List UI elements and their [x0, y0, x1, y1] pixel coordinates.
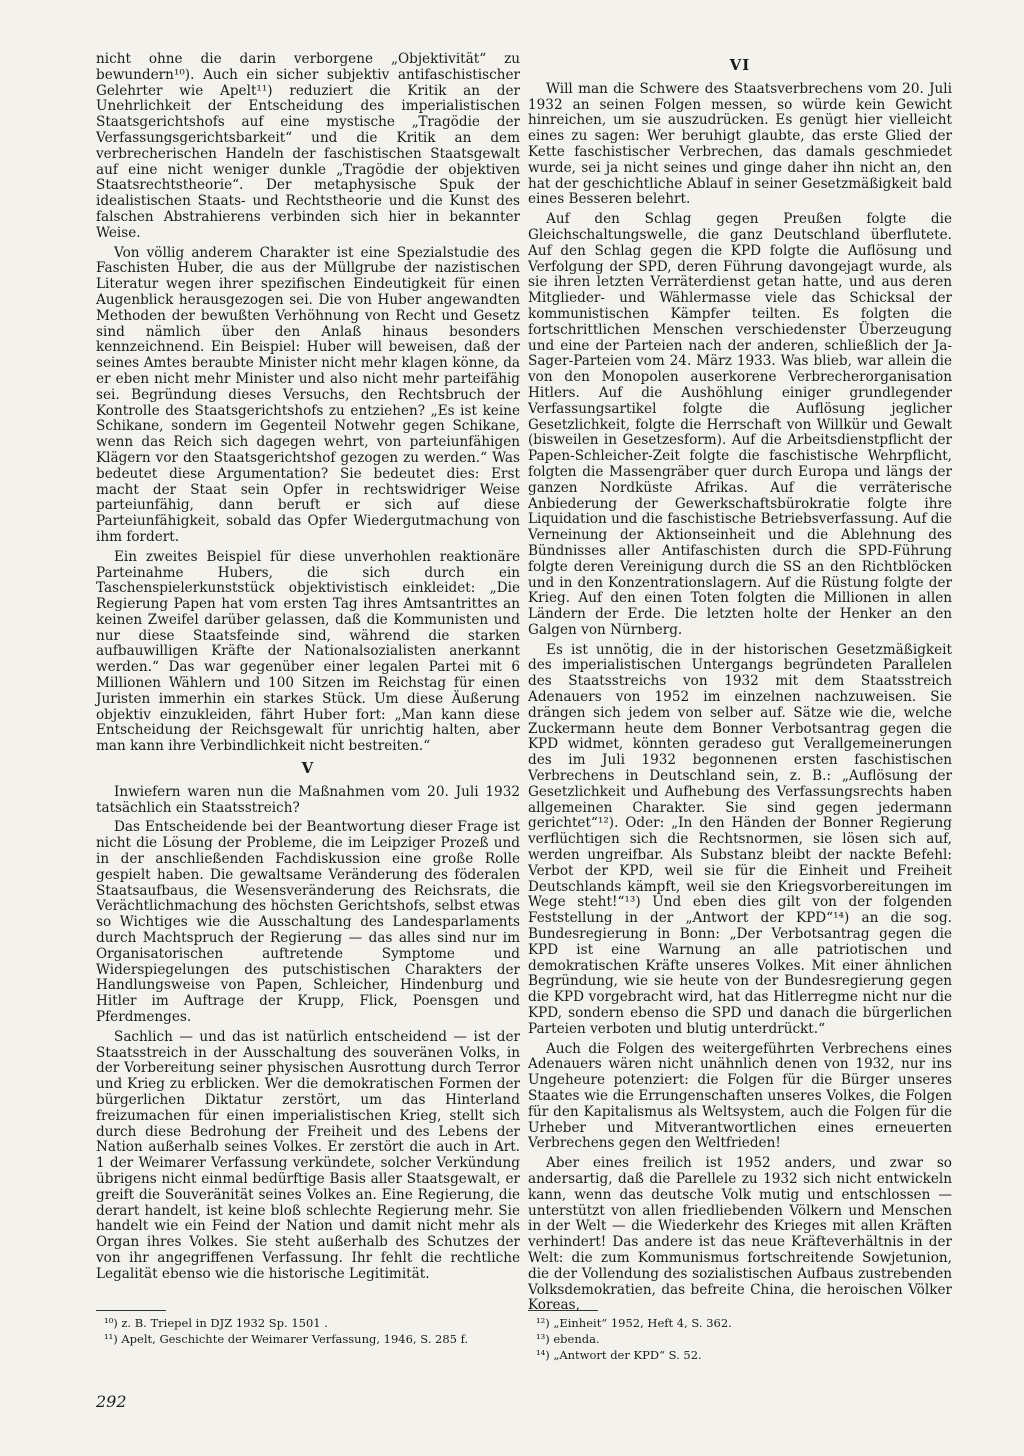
paragraph: Das Entscheidende bei der Beantwortung dieser Frage ist nicht die Lösung der Probleme, die im Leipziger Prozeß und in der anschließenden Fachdiskussion eine große Rolle gespielt haben. Die gewaltsame Veränderung des föderalen Staatsaufbaus, die Wesensveränderung des Reichsrats, die Verächtlichmachung des höchsten Gerichtshofs, selbst etwas so Wichtiges wie die Ausschaltung des Landesparlaments durch Machtspruch der Regierung — das alles sind nur im Organisatorischen auftretende Symptome und Widerspiegelungen des putschistischen Charakters der Handlungsweise von Papen, Schleicher, Hindenburg und Hitler im Auftrage der Krupp, Flick, Poensgen und Pferdmenges.: [96, 819, 520, 1026]
paragraph: Es ist unnötig, die in der historischen Gesetzmäßigkeit des imperialistischen Untergangs begründeten Parallelen des Staatsstreichs von 1932 mit dem Staatsstreich Adenauers von 1952 im einzelnen nachzuweisen. Sie drängen sich jedem von selber auf. Sätze wie die, welche Zuckermann heute dem Bonner Verbotsantrag gegen die KPD widmet, könnten geradeso gut Verallgemeinerungen des im Juli 1932 begonnenen ersten faschistischen Verbrechens in Deutschland sein, z. B.: „Auflösung der Gesetzlichkeit und Aufhebung des Verfassungsrechts haben allgemeinen Charakter. Sie sind gegen jedermann gerichtet“¹²). Oder: „In den Händen der Bonner Regierung verflüchtigen sich die Rechtsnormen, sie lösen sich auf, werden ungreifbar. Als Substanz bleibt der nackte Befehl: Verbot der KPD, weil sie für die Einheit und Freiheit Deutschlands kämpft, weil sie den Kriegsvorbereitungen im Wege steht!“¹³) Und eben dies gilt von der folgenden Feststellung in der „Antwort der KPD“¹⁴) an die sog. Bundesregierung in Bonn: „Der Verbotsantrag gegen die KPD ist eine Warnung an alle patriotischen und demokratischen Kräfte unseres Volkes. Mit einer ähnlichen Begründung, wie sie heute von der Bundesregierung gegen die KPD vorgebracht wird, hat das Hitlerregme nicht nur die KPD, sondern ebenso die SPD und danach die bürgerlichen Parteien verboten und blutig unterdrückt.“: [528, 641, 952, 1037]
footnotes-left: [96, 1316, 520, 1348]
left-column: [96, 52, 520, 1287]
paragraph: Ein zweites Beispiel für diese unverhohlen reaktionäre Parteinahme Hubers, die sich durch ein Taschenspielerkunststück objektivistisch einkleidet: „Die Regierung Papen hat vom ersten Tag ihres Amtsantrittes an keinen Zweifel darüber gelassen, daß die Kommunisten und nur diese Staatsfeinde sind, während die starken aufbauwilligen Kräfte der Nationalsozialisten anerkannt werden.“ Das war gegenüber einer legalen Partei mit 6 Millionen Wählern und 100 Sitzen im Reichstag für einen Juristen immerhin ein starkes Stück. Um diese Äußerung objektiv einzukleiden, fährt Huber fort: „Man kann diese Entscheidung der Reichsgewalt für unrichtig halten, aber man kann ihre Verbindlichkeit nicht bestreiten.“: [96, 548, 520, 755]
page-number: 292: [96, 1392, 127, 1411]
footnote: ¹³) ebenda.: [536, 1332, 600, 1346]
footnote: ¹⁴) „Antwort der KPD“ S. 52.: [536, 1348, 702, 1362]
right-column: [528, 52, 952, 1318]
paragraph: Sachlich — und das ist natürlich entscheidend — ist der Staatsstreich in der Ausschaltung des souveränen Volks, in der Vorbereitung seiner physischen Ausrottung durch Terror und Krieg zu erblicken. Wer die demokratischen Formen der bürgerlichen Diktatur zerstört, um das Hinterland freizumachen für einen imperialistischen Krieg, stellt sich durch diese Bedrohung der Freiheit und des Lebens der Nation außerhalb seines Volkes. Er zerstört die auch in Art. 1 der Weimarer Verfassung verkündete, solcher Verkündung übrigens nicht einmal bedürftige Basis aller Staatsgewalt, er greift die Souveränität seines Volkes an. Eine Regierung, die derart handelt, ist keine bloß schlechte Regierung mehr. Sie handelt wie ein Feind der Nation und damit nicht mehr als Organ ihres Volkes. Sie steht außerhalb des Schutzes der von ihr angegriffenen Verfassung. Ihr fehlt die rechtliche Legalität ebenso wie die historische Legitimität.: [96, 1028, 520, 1282]
paragraph: nicht ohne die darin verborgene „Objektivität“ zu bewundern¹⁰). Auch ein sicher subjektiv antifaschistischer Gelehrter wie Apelt¹¹) reduziert die Kritik an der Unehrlichkeit der Entscheidung des imperialistischen Staatsgerichtshofs auf eine mystische „Tragödie der Verfassungsgerichtsbarkeit“ und die Kritik an dem verbrecherischen Handeln der faschistischen Staatsgewalt auf eine nicht weniger dunkle „Tragödie der objektiven Staatsrechtstheorie“. Der metaphysische Spuk der idealistischen Staats- und Rechtstheorie und die Kunst des falschen Abstrahierens verbinden sich hier in bekannter Weise.: [96, 51, 520, 241]
paragraph: Aber eines freilich ist 1952 anders, und zwar so andersartig, daß die Parellele zu 1932 sich nicht entwickeln kann, wenn das deutsche Volk mutig und entschlossen — unterstützt von allen friedliebenden Völkern und Menschen in der Welt — die Wiederkehr des Krieges mit allen Kräften verhindert! Das andere ist das neue Kräfteverhältnis in der Welt: die zum Kommunismus fortschreitende Sowjetunion, die der Vollendung des sozialistischen Aufbaus zustrebenden Volksdemokratien, das befreite China, die heroischen Völker Koreas,: [528, 1155, 952, 1314]
footnote: ¹⁰) z. B. Triepel in DJZ 1932 Sp. 1501 .: [104, 1316, 328, 1330]
paragraph: Von völlig anderem Charakter ist eine Spezialstudie des Faschisten Huber, die aus der Müllgrube der nazistischen Literatur wegen ihrer spezifischen Eindeutigkeit für einen Augenblick herausgezogen sei. Die von Huber angewandten Methoden der bewußten Verhöhnung von Recht und Gesetz sind nämlich über den Anlaß hinaus besonders kennzeichnend. Ein Beispiel: Huber will beweisen, daß der seines Amtes beraubte Minister nicht mehr klagen könne, da er eben nicht mehr Minister und also nicht mehr parteifähig sei. Begründung dieses Versuchs, den Rechtsbruch der Kontrolle des Staatsgerichtshofs zu entziehen? „Es ist keine Schikane, sondern im Gegenteil Notwehr gegen Schikane, wenn das Reich sich dagegen wehrt, von parteiunfähigen Klägern vor den Staatsgerichtshof gezogen zu werden.“ Was bedeutet diese Argumentation? Sie bedeutet dies: Erst macht der Staat sein Opfer in rechtswidriger Weise parteiunfähig, dann beruft er sich auf diese Parteiunfähigkeit, sobald das Opfer Wiedergutmachung von ihm fordert.: [96, 244, 520, 545]
footnote: ¹²) „Einheit“ 1952, Heft 4, S. 362.: [536, 1316, 732, 1330]
paragraph: Auch die Folgen des weitergeführten Verbrechens eines Adenauers wären nicht unähnlich denen von 1932, nur ins Ungeheure potenziert: die Folgen für die Bürger unseres Staates wie die Errungenschaften unseres Volkes, die Folgen für den Kapitalismus als Weltsystem, auch die Folgen für die Urheber und Mitverantwortlichen eines erneuerten Verbrechens gegen den Weltfrieden!: [528, 1040, 952, 1152]
paragraph: Inwiefern waren nun die Maßnahmen vom 20. Juli 1932 tatsächlich ein Staatsstreich?: [96, 783, 520, 816]
footnote-divider: [528, 1310, 598, 1311]
paragraph: Auf den Schlag gegen Preußen folgte die Gleichschaltungswelle, die ganz Deutschland überflutete. Auf den Schlag gegen die KPD folgte die Auflösung und Verfolgung der SPD, deren Führung davongejagt wurde, als sie ihren letzten Verräterdienst getan hatte, und aus deren Mitglieder- und Wählermasse viele das Schicksal der kommunistischen Kämpfer teilten. Es folgten die fortschrittlichen Menschen verschiedenster Überzeugung und eine der Parteien nach der anderen, schließlich der Ja-Sager-Parteien vom 24. März 1933. Was blieb, war allein die von den Monopolen auserkorene Verbrecherorganisation Hitlers. Auf die Aushöhlung einiger grundlegender Verfassungsartikel folgte die Auflösung jeglicher Gesetzlichkeit, folgte die Herrschaft von Willkür und Gewalt (bisweilen in Gesetzesform). Auf die Arbeitsdienstpflicht der Papen-Schleicher-Zeit folgte die faschistische Wehrpflicht, folgten die Massengräber quer durch Europa und längs der ganzen Nordküste Afrikas. Auf die verräterische Anbiederung der Gewerkschaftsbürokratie folgte ihre Liquidation und die faschistische Betriebsverfassung. Auf die Verneinung der Aktionseinheit und die Ablehnung des Bündnisses aller Antifaschisten durch die SPD-Führung folgte deren Vereinigung durch die SS an den Richtblöcken und in den Konzentrationslagern. Auf die Rüstung folgte der Krieg. Auf den einen Toten folgten die Millionen in allen Ländern der Erde. Die letzten holte der Henker an den Galgen von Nürnberg.: [528, 211, 952, 638]
footnotes-right: [528, 1316, 952, 1364]
paragraph: Will man die Schwere des Staatsverbrechens vom 20. Juli 1932 an seinen Folgen messen, so würde kein Gewicht hinreichen, um sie auszudrücken. Es genügt hier vielleicht eines zu sagen: Wer beruhigt glaubte, das erste Glied der Kette faschistischer Verbrechen, das damals geschmiedet wurde, sei ja nicht seines und ginge daher ihn nicht an, den hat der geschichtliche Ablauf in seiner Gesetzmäßigkeit bald eines Besseren belehrt.: [528, 80, 952, 208]
section-heading-v: V: [301, 759, 315, 778]
footnote-divider: [96, 1310, 166, 1311]
footnote: ¹¹) Apelt, Geschichte der Weimarer Verfassung, 1946, S. 285 f.: [104, 1332, 469, 1346]
section-heading-vi: VI: [729, 56, 751, 74]
